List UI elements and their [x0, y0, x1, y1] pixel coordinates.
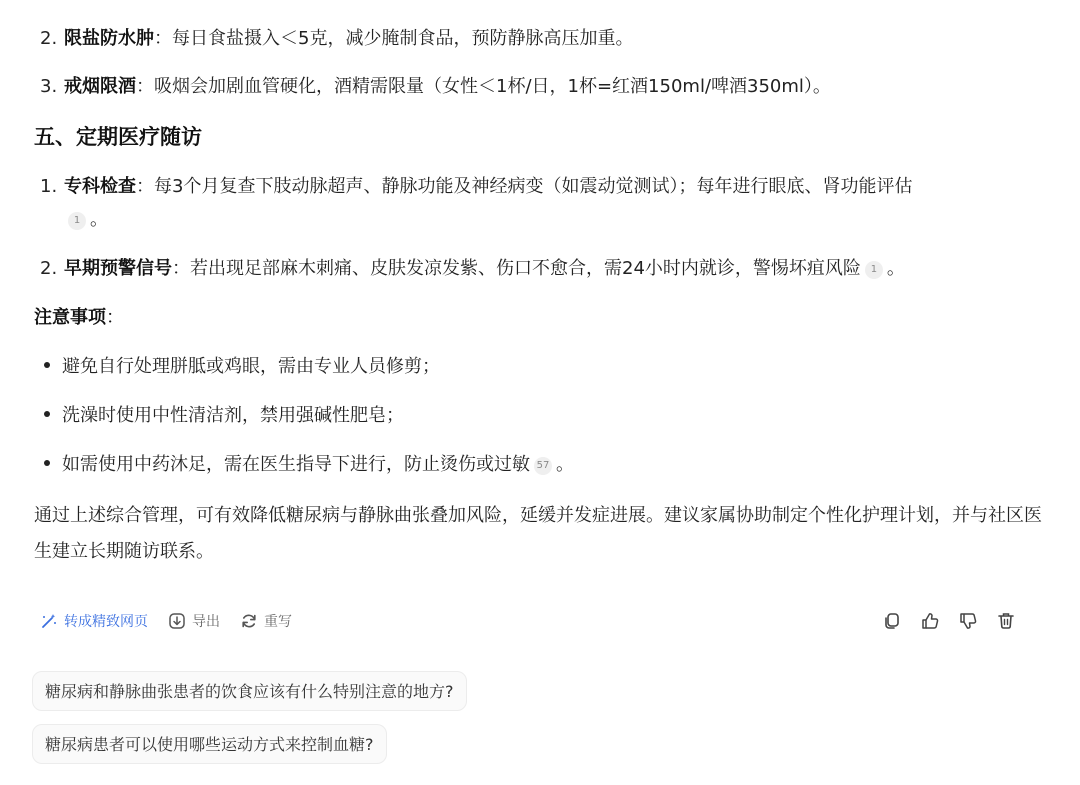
like-button[interactable] [918, 609, 942, 633]
list-item-text: ：每3个月复查下肢动脉超声、静脉功能及神经病变（如震动觉测试）；每年进行眼底、肾功能评估 [136, 176, 913, 197]
dislike-button[interactable] [956, 609, 980, 633]
list-item-text: ：吸烟会加剧血管硬化，酒精需限量（女性＜1杯/日，1杯=红酒150ml/啤酒350ml）。 [136, 76, 831, 97]
feedback-actions [880, 609, 1032, 633]
list-item-text: ：每日食盐摄入＜5克，减少腌制食品，预防静脉高压加重。 [154, 28, 634, 49]
export-label: 导出 [192, 614, 220, 630]
list-number: 3. [40, 76, 58, 97]
list-item-heading: 戒烟限酒 [64, 76, 136, 97]
bullet-text: 洗澡时使用中性清洁剂，禁用强碱性肥皂； [62, 405, 404, 426]
list-number: 1. [40, 176, 58, 197]
bullet-text: 避免自行处理胼胝或鸡眼，需由专业人员修剪； [62, 356, 440, 377]
magic-wand-icon [40, 612, 58, 630]
list-item [40, 252, 905, 285]
list-item-tail: 。 [90, 209, 108, 230]
notes-heading-text: 注意事项 [34, 307, 106, 328]
copy-icon [882, 611, 902, 631]
list-item-text: ：若出现足部麻木刺痛、皮肤发凉发紫、伤口不愈合，需24小时内就诊，警惕坏疽风险 [172, 258, 861, 279]
trash-icon [996, 611, 1016, 631]
bullet-dot [44, 460, 50, 466]
thumbs-up-icon [920, 611, 940, 631]
summary-paragraph: 通过上述综合管理，可有效降低糖尿病与静脉曲张叠加风险，延缓并发症进展。建议家属协助制定个性化护理计划，并与社区医生建立长期随访联系。 [34, 505, 1042, 562]
delete-button[interactable] [994, 609, 1018, 633]
suggested-question[interactable]: 糖尿病和静脉曲张患者的饮食应该有什么特别注意的地方? [32, 671, 467, 711]
rewrite-button[interactable] [240, 611, 292, 631]
notes-heading [34, 303, 124, 333]
citation-badge[interactable]: 1 [68, 212, 86, 230]
bullet-tail: 。 [556, 454, 574, 475]
list-item-heading: 早期预警信号 [64, 258, 172, 279]
list-item-heading: 专科检查 [64, 176, 136, 197]
citation-badge[interactable]: 1 [865, 261, 883, 279]
export-button[interactable] [168, 611, 220, 631]
bullet-dot [44, 362, 50, 368]
bullet-dot [44, 411, 50, 417]
thumbs-down-icon [958, 611, 978, 631]
citation-badge[interactable]: 57 [534, 457, 552, 475]
list-item-continuation [64, 203, 108, 236]
convert-webpage-label: 转成精致网页 [64, 614, 148, 630]
list-number: 2. [40, 258, 58, 279]
list-item-tail: 。 [886, 258, 905, 279]
list-item [40, 170, 1050, 203]
list-item-heading: 限盐防水肿 [64, 28, 154, 49]
bullet-item [44, 401, 404, 431]
list-item [40, 22, 633, 55]
convert-webpage-button[interactable] [40, 611, 148, 631]
suggested-question[interactable]: 糖尿病患者可以使用哪些运动方式来控制血糖? [32, 724, 387, 764]
copy-button[interactable] [880, 609, 904, 633]
notes-heading-colon: ： [106, 307, 124, 328]
list-item [40, 70, 831, 103]
list-number: 2. [40, 28, 58, 49]
bullet-text: 如需使用中药沐足，需在医生指导下进行，防止烫伤或过敏 [62, 454, 530, 475]
rewrite-label: 重写 [264, 614, 292, 630]
message-actions [40, 608, 312, 634]
bullet-item [44, 450, 574, 480]
bullet-item [44, 352, 440, 382]
refresh-icon [240, 612, 258, 630]
download-icon [168, 612, 186, 630]
section-heading: 五、定期医疗随访 [34, 125, 202, 149]
